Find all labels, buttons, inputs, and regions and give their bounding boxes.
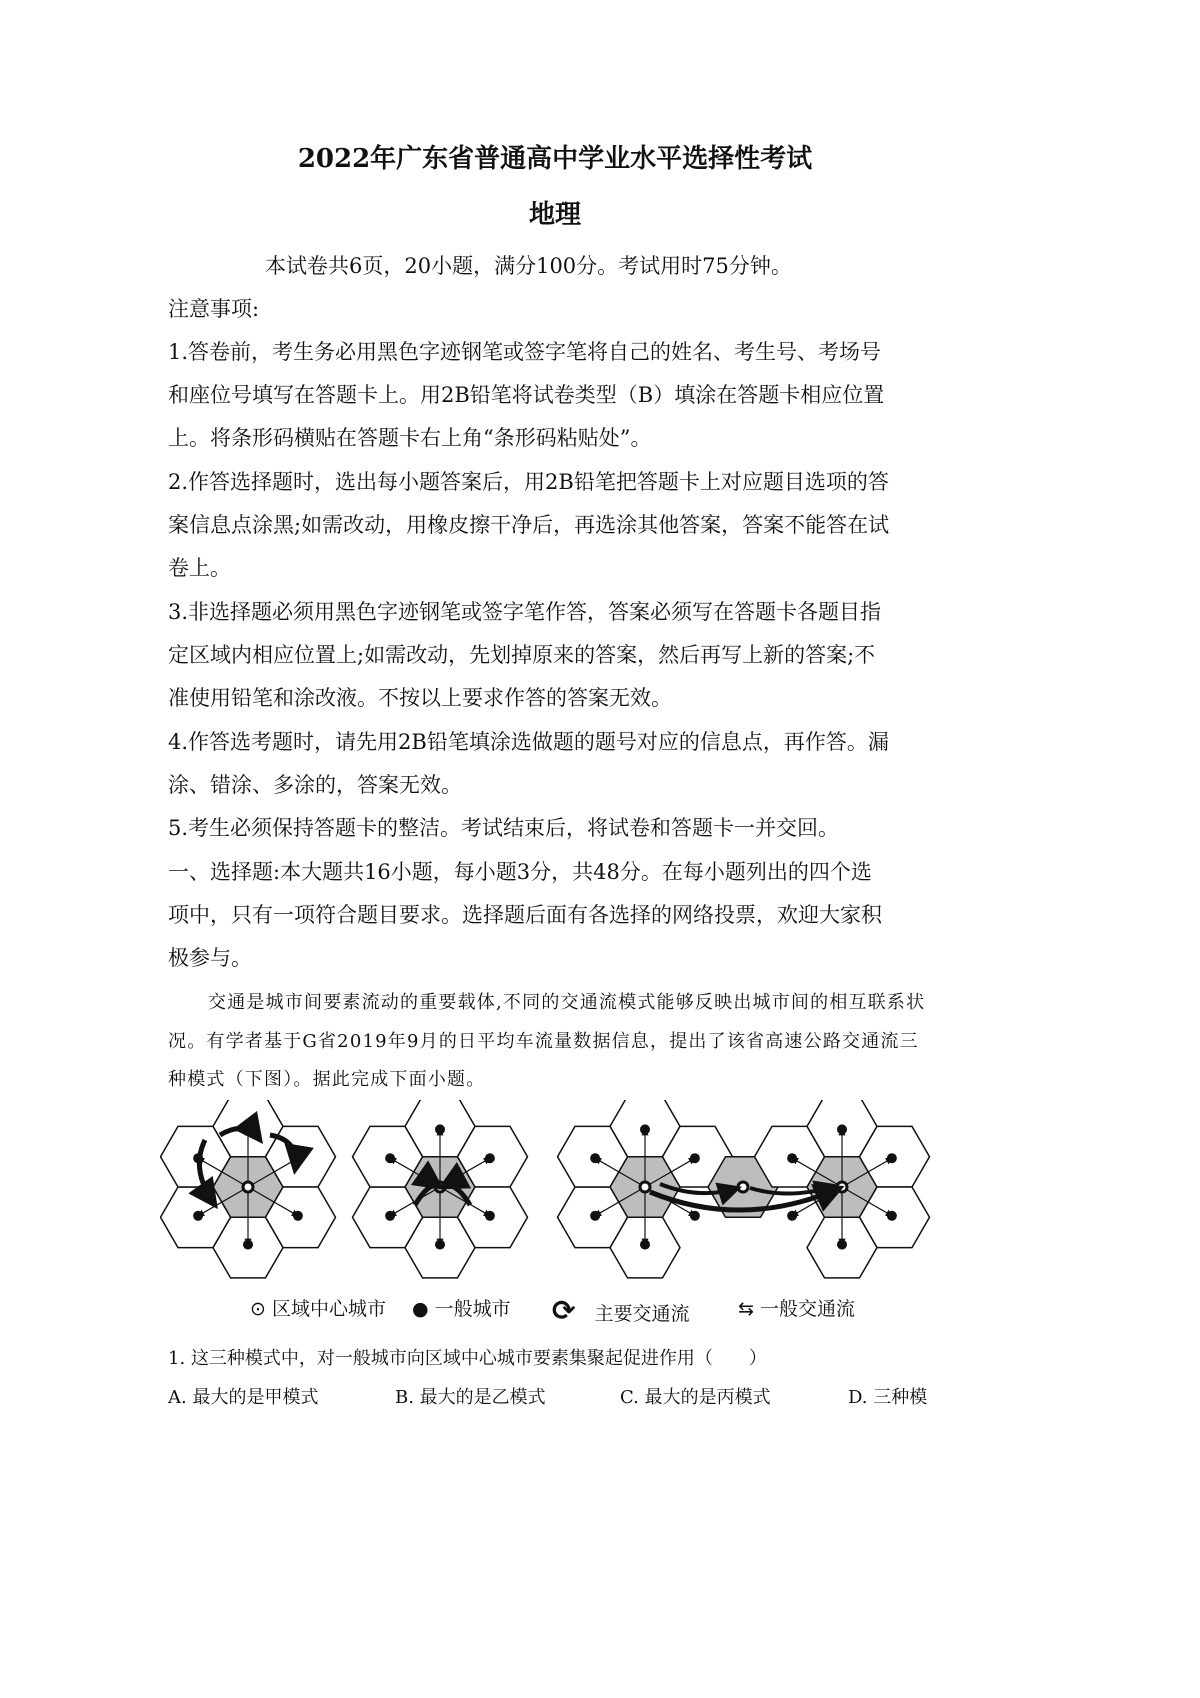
general-city-dot bbox=[787, 1211, 797, 1221]
notice-line: 1.答卷前，考生务必用黑色字迹钢笔或签字笔将自己的姓名、考生号、考场号 bbox=[168, 340, 882, 364]
legend-center-city: ⊙ 区域中心城市 bbox=[250, 1298, 386, 1320]
exam-title: 2022年广东省普通高中学业水平选择性考试 bbox=[297, 144, 813, 174]
option-d: D. 三种模 bbox=[848, 1387, 928, 1408]
center-city-icon bbox=[640, 1182, 650, 1192]
general-city-dot bbox=[887, 1153, 897, 1163]
center-city-icon bbox=[243, 1182, 253, 1192]
notice-line: 2.作答选择题时，选出每小题答案后，用2B铅笔把答题卡上对应题目选项的答 bbox=[168, 470, 889, 494]
main-flow-icon: ⟳ bbox=[552, 1294, 576, 1327]
notice-line: 4.作答选考题时，请先用2B铅笔填涂选做题的题号对应的信息点，再作答。漏 bbox=[168, 730, 889, 754]
general-city-dot bbox=[787, 1153, 797, 1163]
question-1: 1. 这三种模式中，对一般城市向区域中心城市要素集聚起促进作用（ ） bbox=[168, 1348, 767, 1369]
option-a: A. 最大的是甲模式 bbox=[168, 1387, 319, 1408]
general-city-dot bbox=[193, 1211, 203, 1221]
notice-line: 极参与。 bbox=[168, 946, 252, 970]
notice-line: 案信息点涂黑;如需改动，用橡皮擦干净后，再选涂其他答案，答案不能答在试 bbox=[168, 513, 890, 537]
notice-line: 一、选择题:本大题共16小题，每小题3分，共48分。在每小题列出的四个选 bbox=[168, 860, 872, 884]
passage-line: 种模式（下图）。据此完成下面小题。 bbox=[168, 1069, 486, 1090]
notice-header: 注意事项: bbox=[168, 297, 260, 321]
exam-info: 本试卷共6页，20小题，满分100分。考试用时75分钟。 bbox=[265, 254, 792, 278]
general-city-dot bbox=[690, 1153, 700, 1163]
notice-line: 准使用铅笔和涂改液。不按以上要求作答的答案无效。 bbox=[168, 686, 672, 710]
general-city-dot bbox=[590, 1153, 600, 1163]
center-city-icon: ⊙ bbox=[250, 1298, 266, 1320]
notice-line: 3.非选择题必须用黑色字迹钢笔或签字笔作答，答案必须写在答题卡各题目指 bbox=[168, 600, 882, 624]
notice-line: 定区域内相应位置上;如需改动，先划掉原来的答案，然后再写上新的答案;不 bbox=[168, 643, 876, 667]
general-city-dot bbox=[690, 1211, 700, 1221]
general-city-icon: ● bbox=[412, 1298, 429, 1320]
passage-line: 况。有学者基于G省2019年9月的日平均车流量数据信息，提出了该省高速公路交通流三 bbox=[168, 1031, 919, 1052]
subject-title: 地理 bbox=[528, 200, 581, 230]
notice-line: 上。将条形码横贴在答题卡右上角“条形码粘贴处”。 bbox=[168, 426, 652, 450]
legend-general-flow: ⇆ 一般交通流 bbox=[738, 1298, 855, 1320]
option-c: C. 最大的是丙模式 bbox=[620, 1387, 771, 1408]
notice-line: 项中，只有一项符合题目要求。选择题后面有各选择的网络投票，欢迎大家积 bbox=[168, 903, 882, 927]
center-city-icon bbox=[738, 1182, 748, 1192]
general-flow-icon: ⇆ bbox=[738, 1298, 754, 1320]
general-city-dot bbox=[590, 1211, 600, 1221]
notice-line: 和座位号填写在答题卡上。用2B铅笔将试卷类型（B）填涂在答题卡相应位置 bbox=[168, 383, 885, 407]
traffic-flow-diagram bbox=[160, 1100, 940, 1280]
general-city-dot bbox=[485, 1153, 495, 1163]
option-b: B. 最大的是乙模式 bbox=[395, 1387, 546, 1408]
general-city-dot bbox=[485, 1211, 495, 1221]
passage-line: 交通是城市间要素流动的重要载体,不同的交通流模式能够反映出城市间的相互联系状 bbox=[208, 992, 926, 1013]
notice-line: 卷上。 bbox=[168, 556, 231, 580]
notice-line: 涂、错涂、多涂的，答案无效。 bbox=[168, 773, 462, 797]
notice-line: 5.考生必须保持答题卡的整洁。考试结束后，将试卷和答题卡一并交回。 bbox=[168, 816, 840, 840]
legend-general-city: ● 一般城市 bbox=[412, 1298, 511, 1320]
general-city-dot bbox=[385, 1153, 395, 1163]
general-city-dot bbox=[385, 1211, 395, 1221]
general-city-dot bbox=[293, 1211, 303, 1221]
general-city-dot bbox=[887, 1211, 897, 1221]
legend-main-flow: ⟳ 主要交通流 bbox=[552, 1294, 690, 1327]
